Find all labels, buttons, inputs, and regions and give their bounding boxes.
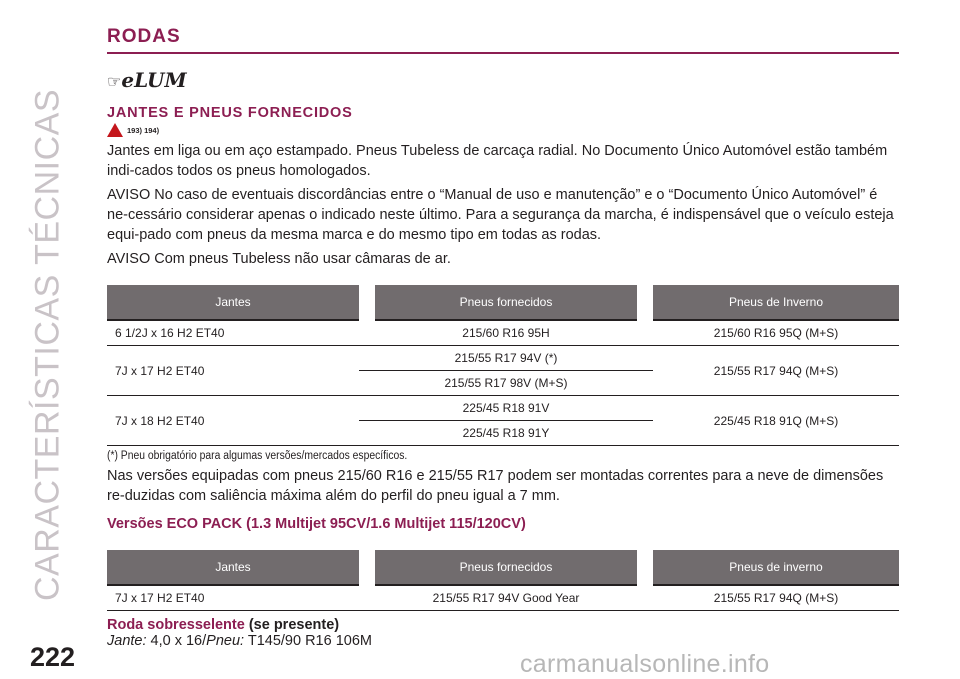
paragraph: AVISO Com pneus Tubeless não usar câmaras de ar. — [107, 251, 451, 267]
spare-wheel-spec: Jante: 4,0 x 16/Pneu: T145/90 R16 106M — [107, 633, 372, 649]
warning-icon — [107, 123, 123, 137]
cell-inverno: 215/55 R17 94Q (M+S) — [653, 585, 899, 611]
section-title: RODAS — [107, 26, 181, 47]
column-header: Pneus de Inverno — [653, 285, 899, 320]
subsection-title: JANTES E PNEUS FORNECIDOS — [107, 105, 353, 121]
spare-wheel-title: Roda sobresselente (se presente) — [107, 617, 340, 633]
column-header: Pneus fornecidos — [375, 550, 637, 585]
eco-tyres-table — [107, 550, 899, 611]
elum-icon: ☞eLUM — [107, 68, 187, 92]
cell-inverno: 215/60 R16 95Q (M+S) — [653, 320, 899, 346]
table-row — [107, 396, 899, 421]
column-header: Pneus de inverno — [653, 550, 899, 585]
table-row — [107, 585, 899, 611]
column-header: Jantes — [107, 550, 359, 585]
cell-pneus: 215/55 R17 94V (*) — [375, 346, 637, 371]
paragraph: Jantes em liga ou em aço estampado. Pneus Tubeless de carcaça radial. No Documento Único Automóvel estão também indi-cados todos os pneus homologados. — [107, 143, 888, 179]
cell-pneus: 215/55 R17 98V (M+S) — [375, 371, 637, 396]
column-header: Jantes — [107, 285, 359, 320]
table-row — [107, 346, 899, 371]
watermark: carmanualsonline.info — [520, 650, 770, 678]
cell-pneus: 215/55 R17 94V Good Year — [375, 585, 637, 611]
sidebar-chapter-title: CARACTERÍSTICAS TÉCNICAS — [28, 88, 67, 602]
page-number: 222 — [30, 642, 76, 672]
title-rule — [107, 52, 899, 54]
column-header: Pneus fornecidos — [375, 285, 637, 320]
paragraph: AVISO No caso de eventuais discordâncias entre o “Manual de uso e manutenção” e o “Documento Único Automóvel” é ne-cessário considerar apenas o indicado neste último. Para a segurança da marcha, é indispensável que o veículo esteja equi-pado com pneus da mesma marca e do mesmo tipo em todas as rodas. — [107, 187, 894, 243]
cell-jante: 7J x 17 H2 ET40 — [107, 585, 359, 611]
page-content — [107, 26, 899, 649]
eco-pack-title: Versões ECO PACK (1.3 Multijet 95CV/1.6 Multijet 115/120CV) — [107, 516, 526, 532]
cell-inverno: 215/55 R17 94Q (M+S) — [653, 346, 899, 396]
cell-pneus: 225/45 R18 91Y — [375, 421, 637, 446]
warning-row — [107, 123, 899, 137]
tyres-table — [107, 285, 899, 446]
cell-pneus: 215/60 R16 95H — [375, 320, 637, 346]
paragraph: Nas versões equipadas com pneus 215/60 R16 e 215/55 R17 podem ser montadas correntes para a neve de dimensões re-duzidas com saliência máxima além do perfil do pneu igual a 7 mm. — [107, 468, 884, 504]
cell-pneus: 225/45 R18 91V — [375, 396, 637, 421]
cell-jante: 7J x 17 H2 ET40 — [107, 346, 359, 396]
table-row — [107, 320, 899, 346]
pointing-hand-icon: ☞ — [107, 74, 122, 91]
cell-inverno: 225/45 R18 91Q (M+S) — [653, 396, 899, 446]
cell-jante: 7J x 18 H2 ET40 — [107, 396, 359, 446]
cell-jante: 6 1/2J x 16 H2 ET40 — [107, 320, 359, 346]
warning-refs: 193) 194) — [127, 125, 160, 135]
footnote: (*) Pneu obrigatório para algumas versões/mercados específicos. — [107, 450, 408, 462]
